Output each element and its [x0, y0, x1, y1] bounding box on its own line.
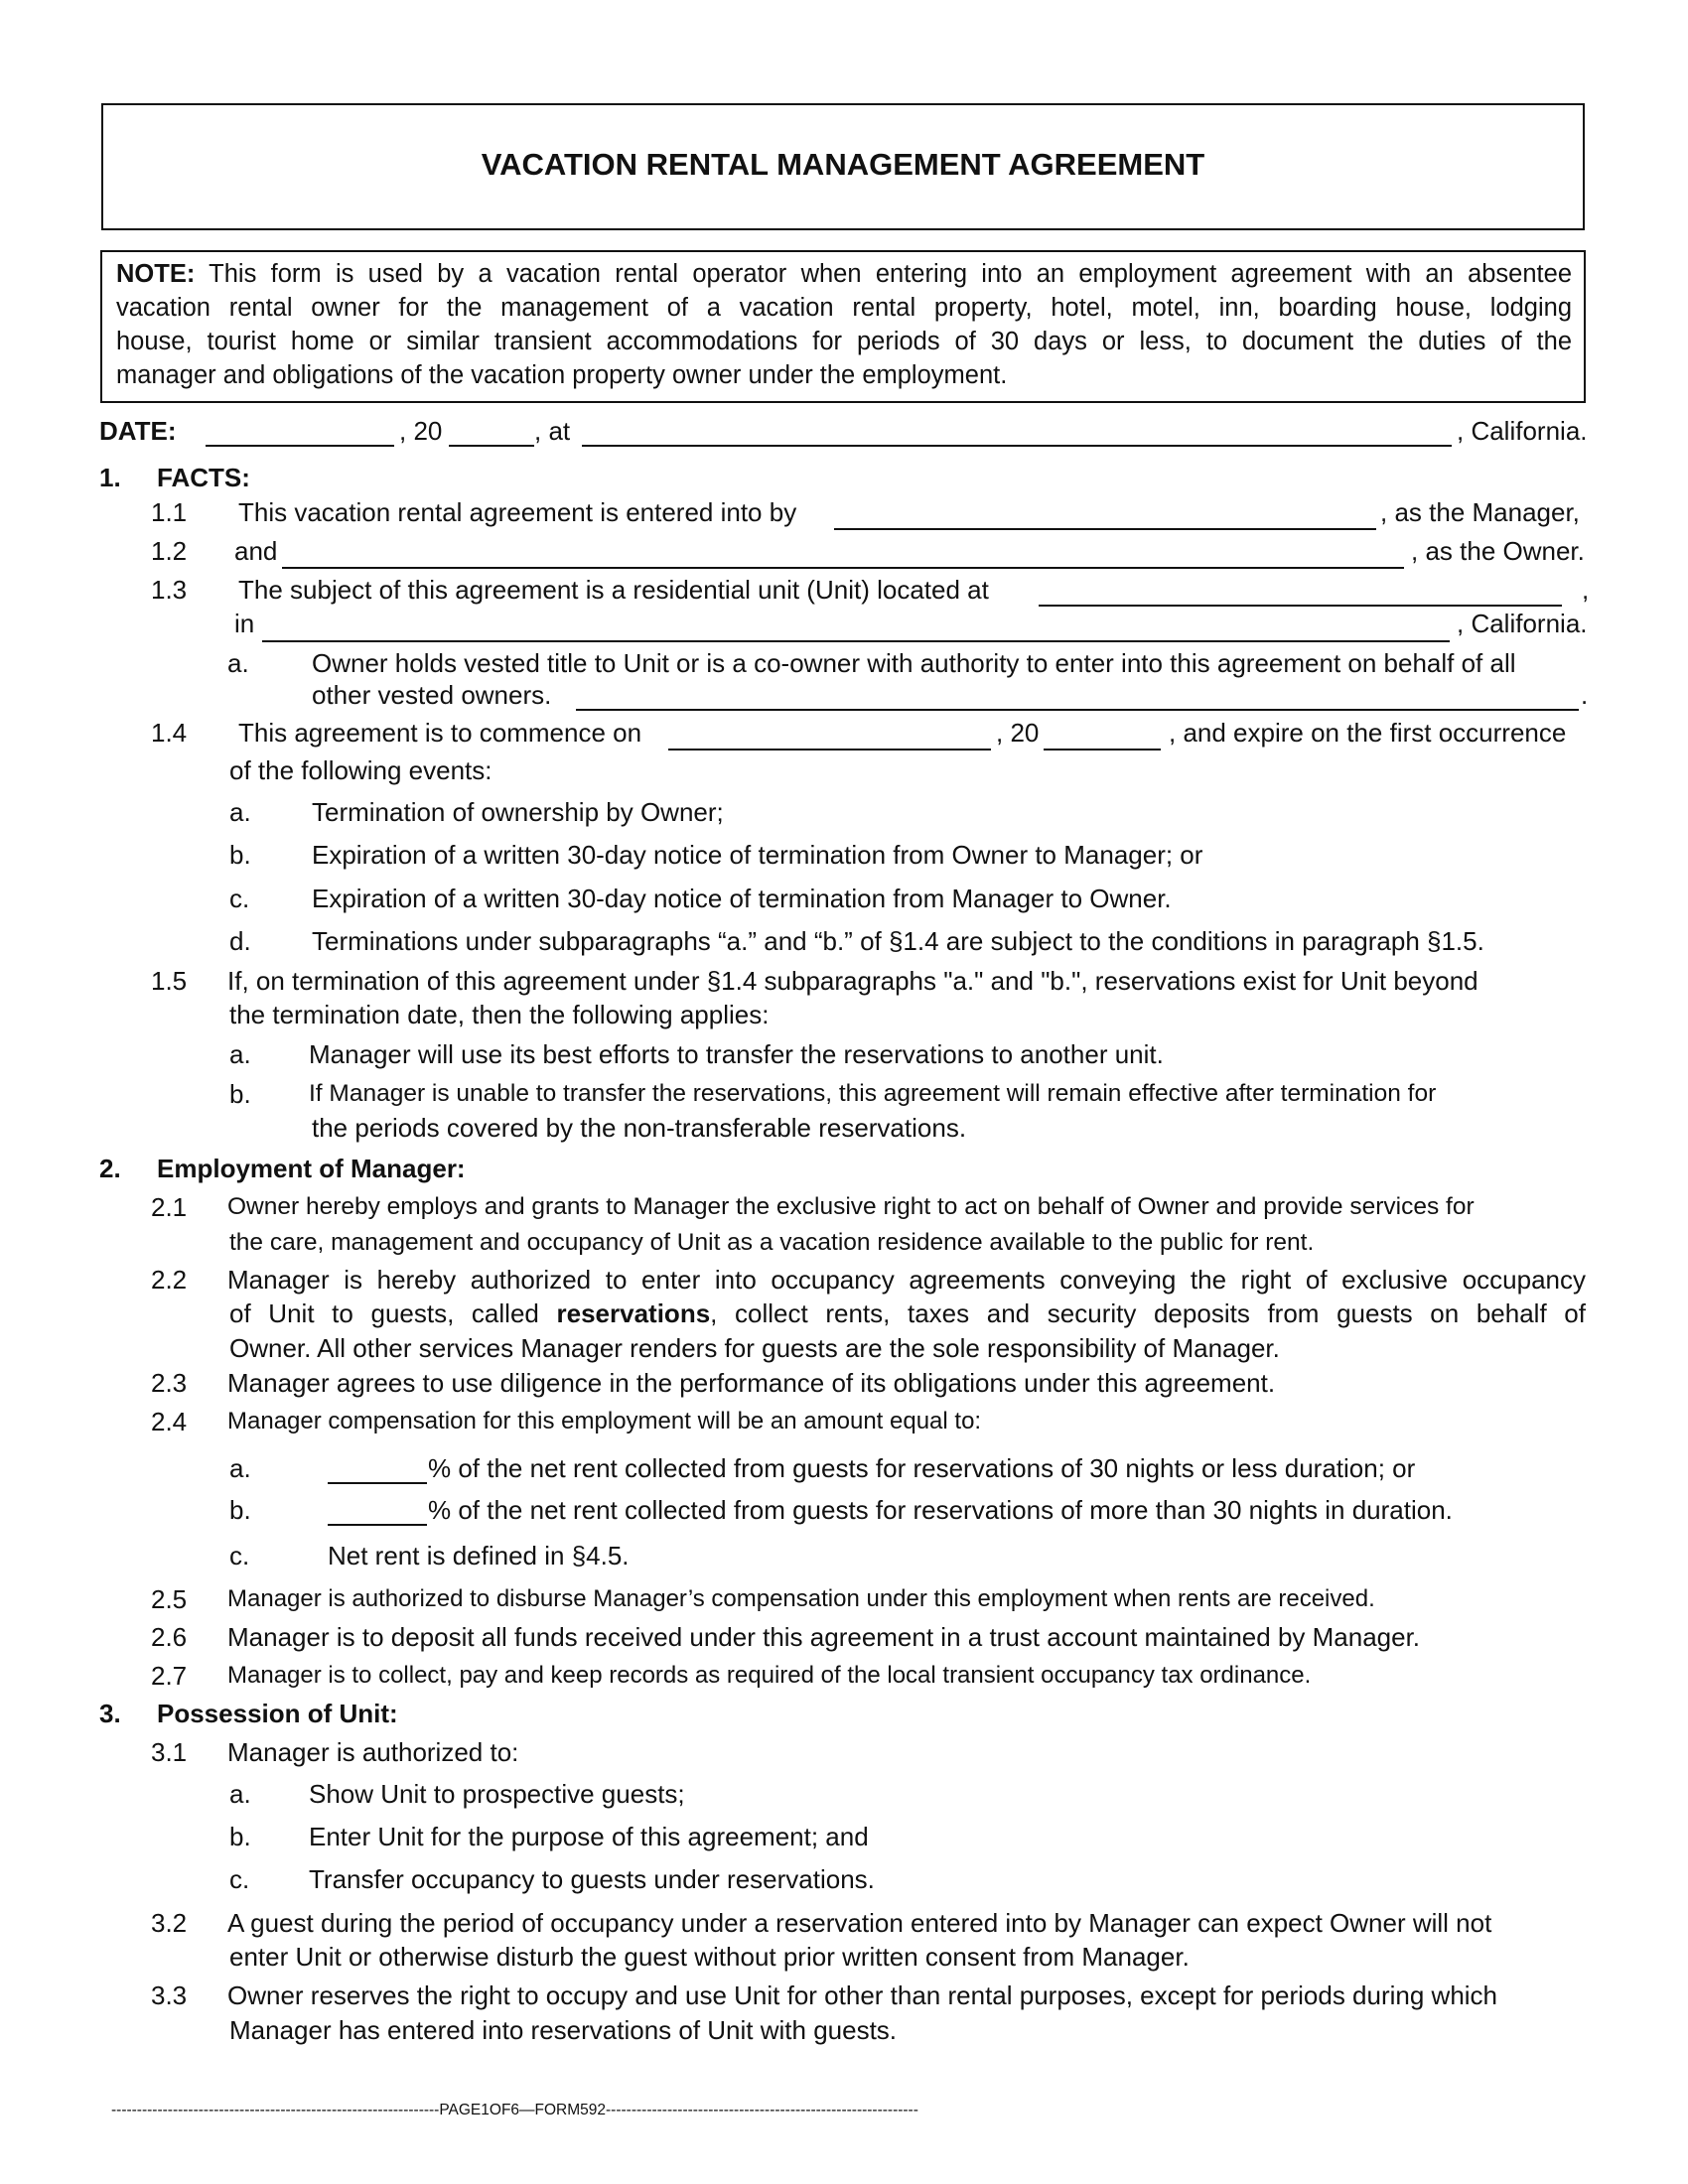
- compensation-b-text: % of the net rent collected from guests for reservations of more than 30 nights in duration.: [428, 1495, 1453, 1525]
- para-1-3-in: in: [234, 609, 255, 638]
- compensation-a-text: % of the net rent collected from guests for reservations of 30 nights or less duration; or: [428, 1453, 1416, 1483]
- para-3-2-line-1: A guest during the period of occupancy under a reservation entered into by Manager can expect Owner will not: [227, 1908, 1492, 1938]
- compensation-c-label: c.: [229, 1541, 250, 1570]
- commence-year-field[interactable]: [1044, 749, 1161, 751]
- para-3-3-line-1: Owner reserves the right to occupy and use Unit for other than rental purposes, except for periods during which: [227, 1980, 1498, 2010]
- page-footer: ----------------------------------------------------------------PAGE1OF6—FORM592-------------------------------------------------------------: [111, 2102, 918, 2118]
- para-3-1-text: Manager is authorized to:: [227, 1737, 519, 1767]
- manager-auth-a-label: a.: [229, 1779, 251, 1809]
- para-3-2-line-2: enter Unit or otherwise disturb the guest without prior written consent from Manager.: [229, 1942, 1190, 1972]
- reservations-term: reservations: [556, 1298, 711, 1328]
- date-label: DATE:: [99, 416, 177, 446]
- unit-address-field[interactable]: [1039, 605, 1562, 607]
- note-text-1: This form is used by a vacation rental operator when entering into an employment agreement with an absentee: [209, 260, 1572, 288]
- para-1-4-year-label: , 20: [996, 718, 1040, 748]
- section-2-number: 2.: [99, 1154, 121, 1183]
- event-c-text: Expiration of a written 30-day notice of termination from Manager to Owner.: [312, 884, 1172, 913]
- reservation-a-label: a.: [229, 1039, 251, 1069]
- commence-date-field[interactable]: [668, 749, 991, 751]
- para-3-1-number: 3.1: [151, 1737, 188, 1767]
- para-1-1-text: This vacation rental agreement is entered into by: [238, 497, 797, 527]
- para-1-3-a-line-1: Owner holds vested title to Unit or is a co-owner with authority to enter into this agreement on behalf of all: [312, 648, 1516, 678]
- reservation-b-line-2: the periods covered by the non-transferable reservations.: [312, 1113, 967, 1143]
- document-title: VACATION RENTAL MANAGEMENT AGREEMENT: [481, 147, 1205, 182]
- manager-auth-c-label: c.: [229, 1864, 250, 1894]
- para-1-1-number: 1.1: [151, 497, 188, 527]
- para-1-4-text: This agreement is to commence on: [238, 718, 642, 748]
- para-2-2-line-1: Manager is hereby authorized to enter into occupancy agreements conveying the right of exclusive occupancy: [227, 1265, 1586, 1295]
- manager-auth-c-text: Transfer occupancy to guests under reservations.: [309, 1864, 875, 1894]
- section-1-heading: FACTS:: [157, 463, 250, 492]
- year-field[interactable]: [449, 445, 534, 447]
- section-2-heading: Employment of Manager:: [157, 1154, 466, 1183]
- para-1-3-california: , California.: [1457, 609, 1588, 638]
- date-field[interactable]: [206, 445, 394, 447]
- para-3-2-number: 3.2: [151, 1908, 188, 1938]
- event-a-text: Termination of ownership by Owner;: [312, 797, 724, 827]
- para-2-1-line-2: the care, management and occupancy of Unit as a vacation residence available to the public for rent.: [229, 1229, 1315, 1256]
- para-2-7-text: Manager is to collect, pay and keep records as required of the local transient occupancy tax ordinance.: [227, 1662, 1312, 1689]
- para-1-5-line-1: If, on termination of this agreement under §1.4 subparagraphs "a." and "b.", reservations exist for Unit beyond: [227, 966, 1478, 996]
- event-c-label: c.: [229, 884, 250, 913]
- para-2-2-line-3: Owner. All other services Manager renders for guests are the sole responsibility of Manager.: [229, 1333, 1280, 1363]
- compensation-a-percent-field[interactable]: [328, 1482, 427, 1484]
- manager-name-field[interactable]: [834, 528, 1376, 530]
- para-2-5-text: Manager is authorized to disburse Manager’s compensation under this employment when rents are received.: [227, 1585, 1375, 1612]
- compensation-b-percent-field[interactable]: [328, 1524, 427, 1526]
- para-1-3-text: The subject of this agreement is a residential unit (Unit) located at: [238, 575, 989, 605]
- para-1-2-number: 1.2: [151, 536, 188, 566]
- para-1-5-line-2: the termination date, then the following applies:: [229, 1000, 770, 1029]
- vested-owners-field[interactable]: [576, 709, 1579, 711]
- para-2-3-number: 2.3: [151, 1368, 188, 1398]
- event-b-text: Expiration of a written 30-day notice of termination from Owner to Manager; or: [312, 840, 1203, 870]
- note-label: NOTE:: [116, 260, 196, 288]
- para-1-3-a-label: a.: [227, 648, 249, 678]
- event-d-text: Terminations under subparagraphs “a.” and “b.” of §1.4 are subject to the conditions in paragraph §1.5.: [312, 926, 1484, 956]
- note-line-1: [116, 257, 1572, 291]
- note-line-4: manager and obligations of the vacation property owner under the employment.: [116, 361, 1008, 389]
- para-2-6-number: 2.6: [151, 1622, 188, 1652]
- para-1-4-text-end: , and expire on the first occurrence: [1169, 718, 1567, 748]
- event-d-label: d.: [229, 926, 251, 956]
- location-city-field[interactable]: [582, 445, 1452, 447]
- para-1-1-end: , as the Manager,: [1380, 497, 1580, 527]
- compensation-b-label: b.: [229, 1495, 251, 1525]
- para-1-4-number: 1.4: [151, 718, 188, 748]
- para-2-2-line-2: [229, 1297, 1586, 1329]
- manager-auth-b-label: b.: [229, 1822, 251, 1851]
- para-2-5-number: 2.5: [151, 1584, 188, 1614]
- compensation-a-label: a.: [229, 1453, 251, 1483]
- reservation-b-line-1: If Manager is unable to transfer the reservations, this agreement will remain effective after termination for: [309, 1080, 1437, 1107]
- note-line-2: vacation rental owner for the management of a vacation rental property, hotel, motel, inn, boarding house, lodging: [116, 294, 1572, 322]
- para-1-3-number: 1.3: [151, 575, 188, 605]
- manager-auth-a-text: Show Unit to prospective guests;: [309, 1779, 685, 1809]
- section-3-number: 3.: [99, 1699, 121, 1728]
- event-b-label: b.: [229, 840, 251, 870]
- para-2-2-line-2b: , collect rents, taxes and security deposits from guests on behalf of: [710, 1298, 1586, 1328]
- para-2-1-number: 2.1: [151, 1192, 188, 1222]
- reservation-a-text: Manager will use its best efforts to transfer the reservations to another unit.: [309, 1039, 1164, 1069]
- para-1-3-a-end: .: [1581, 680, 1589, 710]
- date-california: , California.: [1457, 416, 1588, 446]
- para-1-3-comma: ,: [1582, 575, 1590, 605]
- para-3-3-number: 3.3: [151, 1980, 188, 2010]
- owner-name-field[interactable]: [282, 567, 1404, 569]
- para-1-3-a-line-2: other vested owners.: [312, 680, 552, 710]
- unit-city-field[interactable]: [262, 640, 1450, 642]
- para-2-3-text: Manager agrees to use diligence in the performance of its obligations under this agreement.: [227, 1368, 1276, 1398]
- para-1-5-number: 1.5: [151, 966, 188, 996]
- para-2-4-text: Manager compensation for this employment will be an amount equal to:: [227, 1408, 982, 1434]
- para-1-2-end: , as the Owner.: [1411, 536, 1585, 566]
- section-1-number: 1.: [99, 463, 121, 492]
- para-1-2-text: and: [234, 536, 278, 566]
- compensation-c-text: Net rent is defined in §4.5.: [328, 1541, 630, 1570]
- para-3-3-line-2: Manager has entered into reservations of Unit with guests.: [229, 2015, 898, 2045]
- event-a-label: a.: [229, 797, 251, 827]
- para-2-4-number: 2.4: [151, 1407, 188, 1436]
- note-line-3: house, tourist home or similar transient accommodations for periods of 30 days or less, to document the duties of the: [116, 328, 1572, 355]
- reservation-b-label: b.: [229, 1079, 251, 1109]
- para-2-1-line-1: Owner hereby employs and grants to Manager the exclusive right to act on behalf of Owner and provide services for: [227, 1193, 1475, 1220]
- para-2-7-number: 2.7: [151, 1661, 188, 1691]
- para-2-2-line-2a: of Unit to guests, called: [229, 1298, 539, 1328]
- section-3-heading: Possession of Unit:: [157, 1699, 398, 1728]
- para-1-4-line-2: of the following events:: [229, 755, 492, 785]
- date-year-label: , 20: [399, 416, 443, 446]
- manager-auth-b-text: Enter Unit for the purpose of this agreement; and: [309, 1822, 869, 1851]
- date-at-label: , at: [534, 416, 571, 446]
- para-2-2-number: 2.2: [151, 1265, 188, 1295]
- para-2-6-text: Manager is to deposit all funds received under this agreement in a trust account maintained by Manager.: [227, 1622, 1421, 1652]
